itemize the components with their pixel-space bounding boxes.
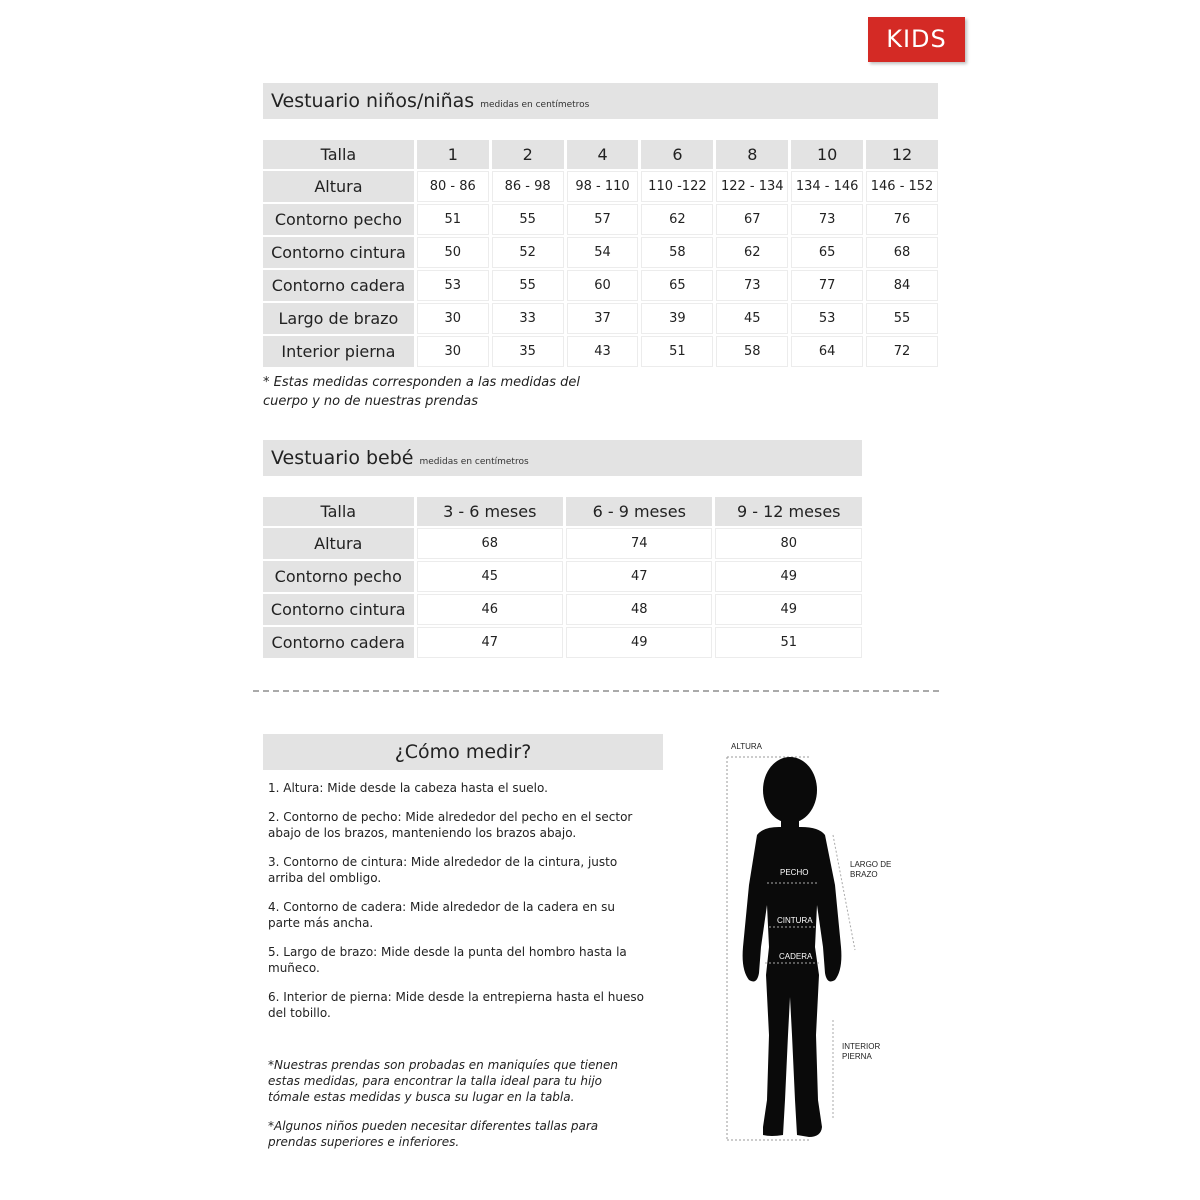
logo-text: KIDS [886, 25, 947, 53]
disclaimer-item [268, 1057, 648, 1105]
step-item-line: 5. Largo de brazo: Mide desde la punta del hombro hasta la [268, 945, 627, 959]
table-cell: 49 [715, 594, 862, 625]
size-header: 6 [641, 140, 713, 169]
table-cell: 51 [417, 204, 489, 235]
table-cell: 53 [791, 303, 863, 334]
table-cell: 49 [566, 627, 712, 658]
table-cell: 122 - 134 [716, 171, 788, 202]
table-cell: 58 [716, 336, 788, 367]
table-row [263, 627, 862, 658]
table-cell: 45 [417, 561, 563, 592]
table-cell: 68 [866, 237, 938, 268]
label-cintura: CINTURA [777, 916, 813, 925]
disclaimers [268, 1057, 648, 1163]
table-cell: 51 [641, 336, 713, 367]
table-cell: 35 [492, 336, 564, 367]
how-to-steps [268, 780, 668, 1034]
table-cell: 55 [492, 204, 564, 235]
disclaimer-item-line: *Nuestras prendas son probadas en maniquíes que tienen [268, 1058, 618, 1072]
table-row [263, 204, 938, 235]
table-cell: 80 - 86 [417, 171, 489, 202]
table-cell: 47 [566, 561, 712, 592]
step-item [268, 944, 668, 976]
step-item-line: 4. Contorno de cadera: Mide alrededor de la cadera en su [268, 900, 616, 914]
table-cell: 86 - 98 [492, 171, 564, 202]
size-header: 9 - 12 meses [715, 497, 862, 526]
step-item-line: 3. Contorno de cintura: Mide alrededor de la cintura, justo [268, 855, 618, 869]
row-label: Largo de brazo [263, 303, 414, 334]
baby-section-title: Vestuario bebé [271, 447, 414, 469]
kids-section-header [263, 83, 938, 119]
label-altura: ALTURA [731, 742, 762, 751]
row-label: Contorno cintura [263, 594, 414, 625]
kids-section-title: Vestuario niños/niñas [271, 90, 475, 112]
table-cell: 65 [791, 237, 863, 268]
table-cell: 30 [417, 336, 489, 367]
kids-note [263, 373, 683, 411]
step-item [268, 899, 668, 931]
kids-size-table [260, 138, 941, 369]
step-item-line: 6. Interior de pierna: Mide desde la entrepierna hasta el hueso [268, 990, 644, 1004]
baby-size-table [260, 495, 865, 660]
size-header: 4 [567, 140, 639, 169]
table-cell: 47 [417, 627, 563, 658]
how-to-title: ¿Cómo medir? [394, 741, 532, 763]
table-cell: 54 [567, 237, 639, 268]
size-header: 2 [492, 140, 564, 169]
table-row [263, 594, 862, 625]
label-largo-brazo-1: LARGO DE [850, 860, 892, 869]
row-label: Contorno cadera [263, 270, 414, 301]
child-measurement-figure [715, 735, 915, 1150]
table-cell: 62 [641, 204, 713, 235]
table-cell: 98 - 110 [567, 171, 639, 202]
table-row [263, 336, 938, 367]
table-header-row [263, 140, 938, 169]
table-cell: 72 [866, 336, 938, 367]
label-interior-2: PIERNA [842, 1052, 872, 1061]
disclaimer-item-line: prendas superiores e inferiores. [268, 1135, 460, 1149]
table-cell: 39 [641, 303, 713, 334]
table-cell: 60 [567, 270, 639, 301]
table-cell: 58 [641, 237, 713, 268]
table-cell: 68 [417, 528, 563, 559]
step-item-line: parte más ancha. [268, 916, 374, 930]
table-cell: 76 [866, 204, 938, 235]
table-cell: 64 [791, 336, 863, 367]
row-label: Interior pierna [263, 336, 414, 367]
table-cell: 146 - 152 [866, 171, 938, 202]
table-cell: 51 [715, 627, 862, 658]
table-cell: 49 [715, 561, 862, 592]
disclaimer-item-line: estas medidas, para encontrar la talla ideal para tu hijo [268, 1074, 603, 1088]
size-header: 8 [716, 140, 788, 169]
table-row [263, 561, 862, 592]
table-header-row [263, 497, 862, 526]
row-label: Contorno pecho [263, 204, 414, 235]
step-item [268, 854, 668, 886]
table-cell: 77 [791, 270, 863, 301]
table-cell: 55 [492, 270, 564, 301]
table-cell: 80 [715, 528, 862, 559]
how-to-header [263, 734, 663, 770]
step-item [268, 989, 668, 1021]
header-label: Talla [263, 497, 414, 526]
table-cell: 43 [567, 336, 639, 367]
disclaimer-item-line: tómale estas medidas y busca su lugar en la tabla. [268, 1090, 575, 1104]
row-label: Contorno cadera [263, 627, 414, 658]
table-cell: 62 [716, 237, 788, 268]
row-label: Contorno pecho [263, 561, 414, 592]
table-row [263, 303, 938, 334]
table-cell: 50 [417, 237, 489, 268]
disclaimer-item-line: *Algunos niños pueden necesitar diferentes tallas para [268, 1119, 599, 1133]
table-cell: 48 [566, 594, 712, 625]
kids-section-subtitle: medidas en centímetros [480, 100, 590, 110]
label-pecho: PECHO [780, 868, 809, 877]
table-row [263, 237, 938, 268]
table-cell: 67 [716, 204, 788, 235]
size-header: 1 [417, 140, 489, 169]
kids-note-line-2: cuerpo y no de nuestras prendas [263, 394, 478, 409]
table-cell: 37 [567, 303, 639, 334]
table-cell: 55 [866, 303, 938, 334]
row-label: Altura [263, 528, 414, 559]
table-cell: 33 [492, 303, 564, 334]
size-header: 3 - 6 meses [417, 497, 563, 526]
table-cell: 134 - 146 [791, 171, 863, 202]
label-cadera: CADERA [779, 952, 813, 961]
table-cell: 52 [492, 237, 564, 268]
label-interior-1: INTERIOR [842, 1042, 881, 1051]
step-item-line: del tobillo. [268, 1006, 331, 1020]
table-row [263, 171, 938, 202]
table-cell: 30 [417, 303, 489, 334]
table-row [263, 270, 938, 301]
row-label: Altura [263, 171, 414, 202]
disclaimer-item [268, 1118, 648, 1150]
section-divider [253, 690, 939, 692]
step-item-line: 2. Contorno de pecho: Mide alrededor del pecho en el sector [268, 810, 633, 824]
baby-section-header [263, 440, 862, 476]
label-largo-brazo-2: BRAZO [850, 870, 878, 879]
step-item-line: arriba del ombligo. [268, 871, 382, 885]
size-header: 12 [866, 140, 938, 169]
table-cell: 65 [641, 270, 713, 301]
step-item-line: muñeco. [268, 961, 320, 975]
kids-logo[interactable] [868, 17, 965, 62]
table-cell: 57 [567, 204, 639, 235]
step-item [268, 780, 668, 796]
size-header: 10 [791, 140, 863, 169]
row-label: Contorno cintura [263, 237, 414, 268]
table-cell: 74 [566, 528, 712, 559]
step-item-line: abajo de los brazos, manteniendo los brazos abajo. [268, 826, 577, 840]
child-silhouette [743, 757, 842, 1137]
table-cell: 84 [866, 270, 938, 301]
baby-section-subtitle: medidas en centímetros [419, 457, 529, 467]
table-row [263, 528, 862, 559]
table-cell: 45 [716, 303, 788, 334]
size-header: 6 - 9 meses [566, 497, 712, 526]
kids-note-line-1: * Estas medidas corresponden a las medidas del [263, 375, 580, 390]
header-label: Talla [263, 140, 414, 169]
table-cell: 46 [417, 594, 563, 625]
table-cell: 53 [417, 270, 489, 301]
table-cell: 73 [716, 270, 788, 301]
step-item-line: 1. Altura: Mide desde la cabeza hasta el suelo. [268, 781, 548, 795]
step-item [268, 809, 668, 841]
table-cell: 73 [791, 204, 863, 235]
table-cell: 110 -122 [641, 171, 713, 202]
